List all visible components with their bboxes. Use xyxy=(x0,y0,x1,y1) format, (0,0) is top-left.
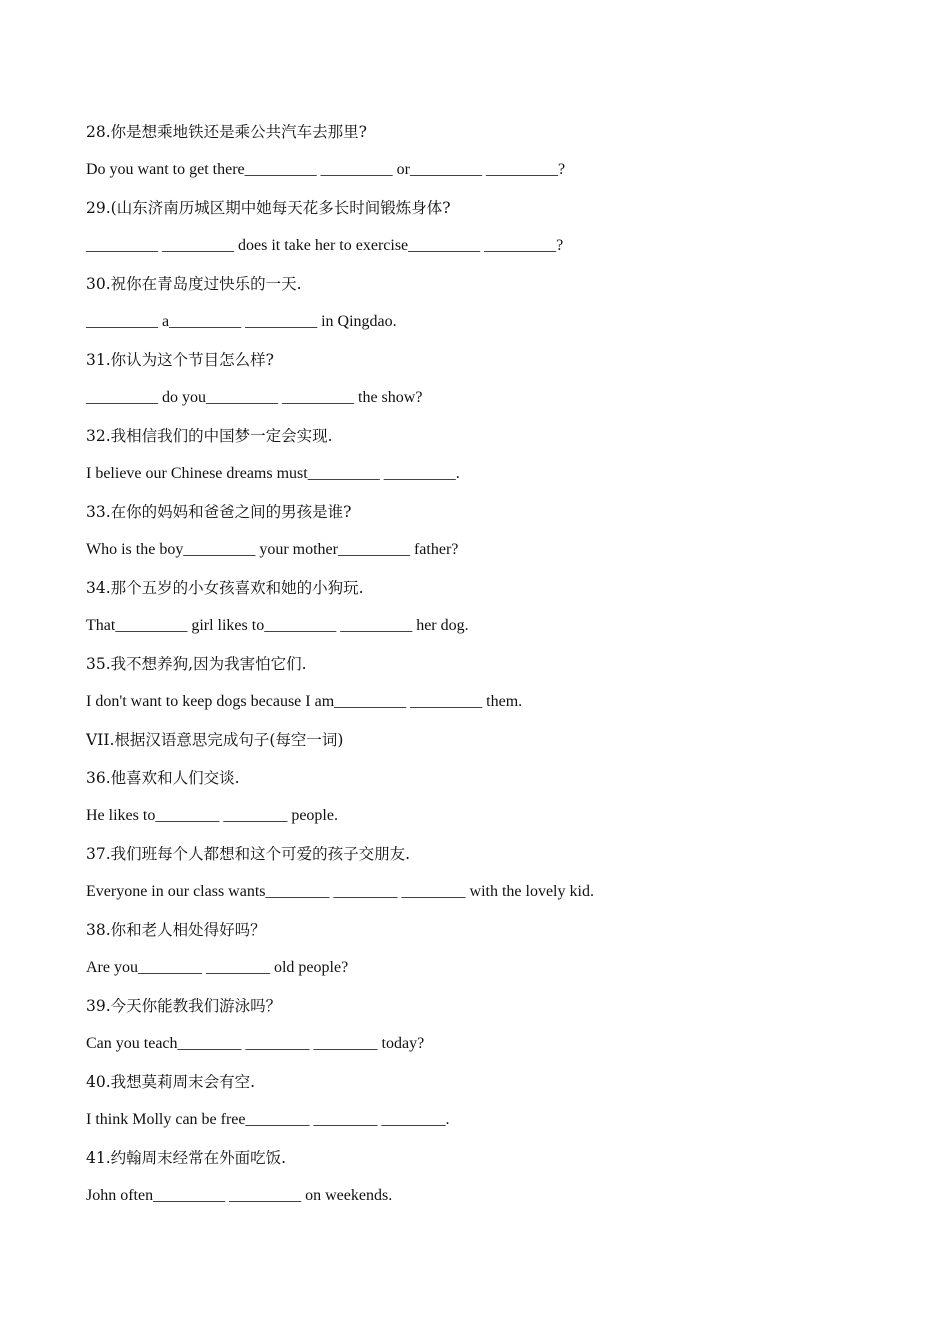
question-37-english: Everyone in our class wants________ ________ ________ with the lovely kid. xyxy=(86,883,594,900)
question-31-english: _________ do you_________ _________ the show? xyxy=(86,389,423,406)
question-35-chinese: 35.我不想养狗,因为我害怕它们. xyxy=(86,655,307,673)
section-vii-heading: VII.根据汉语意思完成句子(每空一词) xyxy=(86,731,344,749)
question-41-english: John often_________ _________ on weekends. xyxy=(86,1187,393,1204)
question-38-chinese: 38.你和老人相处得好吗？ xyxy=(86,921,266,939)
question-28-english: Do you want to get there_________ _________ or_________ _________? xyxy=(86,161,566,178)
question-38-english: Are you________ ________ old people? xyxy=(86,959,349,976)
exercise-list xyxy=(86,121,886,1223)
question-32-chinese: 32.我相信我们的中国梦一定会实现. xyxy=(86,427,333,445)
question-32-english: I believe our Chinese dreams must_________ _________. xyxy=(86,465,460,482)
question-36-chinese: 36.他喜欢和人们交谈. xyxy=(86,769,240,787)
question-40-english: I think Molly can be free________ ________ ________. xyxy=(86,1111,450,1128)
question-31-chinese: 31.你认为这个节目怎么样? xyxy=(86,351,274,369)
question-34-chinese: 34.那个五岁的小女孩喜欢和她的小狗玩. xyxy=(86,579,364,597)
question-30-chinese: 30.祝你在青岛度过快乐的一天. xyxy=(86,275,302,293)
question-29-english: _________ _________ does it take her to exercise_________ _________? xyxy=(86,237,564,254)
question-41-chinese: 41.约翰周末经常在外面吃饭. xyxy=(86,1149,287,1167)
question-39-english: Can you teach________ ________ ________ today? xyxy=(86,1035,425,1052)
question-33-chinese: 33.在你的妈妈和爸爸之间的男孩是谁? xyxy=(86,503,352,521)
question-30-english: _________ a_________ _________ in Qingdao. xyxy=(86,313,397,330)
question-40-chinese: 40.我想莫莉周末会有空. xyxy=(86,1073,256,1091)
question-34-english: That_________ girl likes to_________ _________ her dog. xyxy=(86,617,469,634)
question-39-chinese: 39.今天你能教我们游泳吗？ xyxy=(86,997,282,1015)
question-36-english: He likes to________ ________ people. xyxy=(86,807,338,824)
question-28-chinese: 28.你是想乘地铁还是乘公共汽车去那里? xyxy=(86,123,367,141)
question-35-english: I don't want to keep dogs because I am_________ _________ them. xyxy=(86,693,523,710)
question-33-english: Who is the boy_________ your mother_________ father? xyxy=(86,541,459,558)
question-29-chinese: 29.(山东济南历城区期中她每天花多长时间锻炼身体? xyxy=(86,199,451,217)
question-37-chinese: 37.我们班每个人都想和这个可爱的孩子交朋友. xyxy=(86,845,411,863)
